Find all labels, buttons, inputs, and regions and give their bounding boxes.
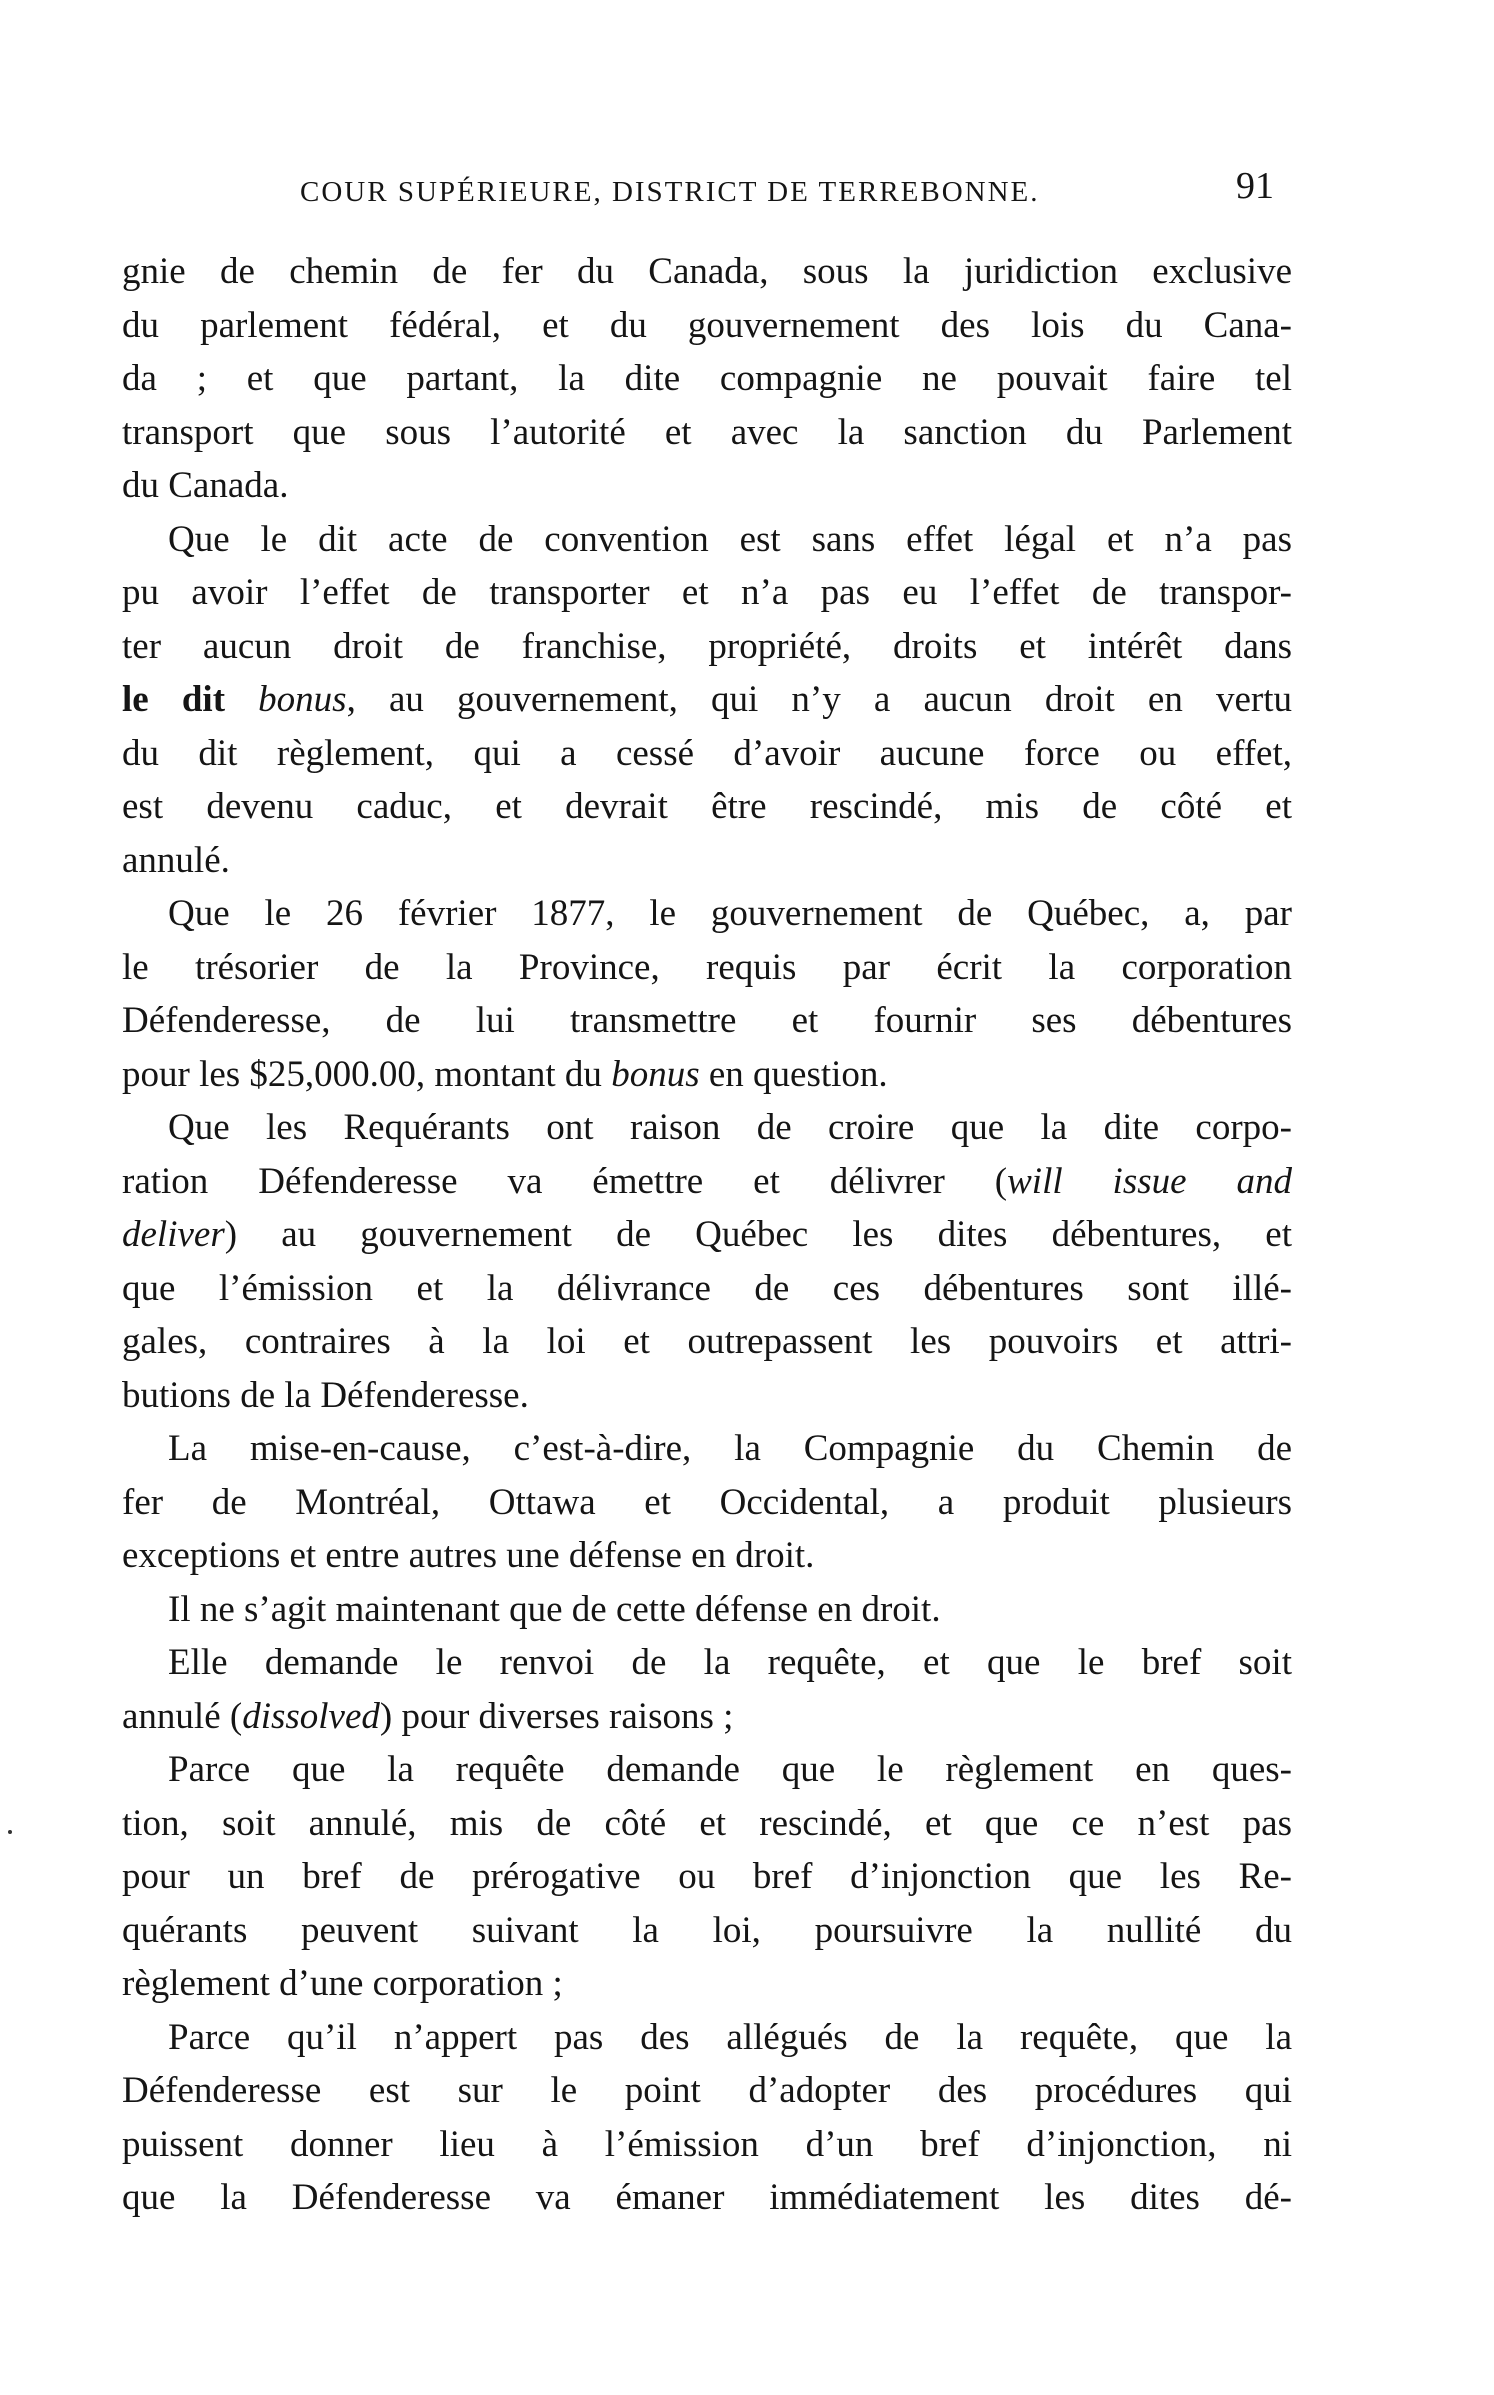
text-line: quérants peuvent suivant la loi, poursuivre la nullité du (122, 1909, 1292, 1951)
body-text (122, 245, 1292, 2225)
text-line: est devenu caduc, et devrait être rescindé, mis de côté et (122, 786, 1292, 827)
text-run: ) au gouvernement de Québec les dites débentures, et (224, 1214, 1292, 1255)
page-number: 91 (1236, 165, 1274, 207)
text-run: ration Défenderesse va émettre et délivrer ( (122, 1160, 1008, 1202)
text-line: da ; et que partant, la dite compagnie ne pouvait faire tel (122, 358, 1292, 399)
text-line (122, 673, 1292, 727)
running-head: COUR SUPÉRIEURE, DISTRICT DE TERREBONNE. (300, 176, 1040, 208)
text-line: le trésorier de la Province, requis par écrit la corporation (122, 946, 1292, 988)
text-run: deliver (122, 1214, 225, 1255)
text-line: Parce que la requête demande que le règlement en ques- (168, 1749, 1292, 1790)
text-line: Que les Requérants ont raison de croire que la dite corpo- (168, 1107, 1292, 1148)
text-line: Il ne s’agit maintenant que de cette défense en droit. (168, 1588, 941, 1630)
text-line: fer de Montréal, Ottawa et Occidental, a produit plusieurs (122, 1481, 1292, 1523)
text-line: Défenderesse, de lui transmettre et fournir ses débentures (122, 1000, 1292, 1041)
text-line: que l’émission et la délivrance de ces débentures sont illé- (122, 1267, 1292, 1309)
text-line (122, 1690, 1292, 1744)
text-run: pour les $25,000.00, montant du (122, 1053, 612, 1095)
text-run: will issue and (1007, 1160, 1292, 1202)
text-run: le dit (122, 679, 259, 720)
text-line (122, 1155, 1292, 1209)
text-line: ter aucun droit de franchise, propriété, droits et intérêt dans (122, 625, 1292, 667)
text-line: pu avoir l’effet de transporter et n’a pas eu l’effet de transpor- (122, 572, 1292, 613)
text-line: Que le 26 février 1877, le gouvernement de Québec, a, par (168, 893, 1292, 934)
text-line: règlement d’une corporation ; (122, 1963, 563, 2004)
text-line: pour un bref de prérogative ou bref d’injonction que les Re- (122, 1856, 1292, 1897)
text-line: que la Défenderesse va émaner immédiatement les dites dé- (122, 2177, 1292, 2218)
text-run: , au gouvernement, qui n’y a aucun droit en vertu (346, 679, 1293, 720)
text-line (122, 1208, 1292, 1262)
text-run: ) pour diverses raisons ; (379, 1695, 734, 1737)
text-line: La mise-en-cause, c’est-à-dire, la Compagnie du Chemin de (168, 1428, 1292, 1469)
text-line: du Canada. (122, 465, 289, 506)
text-line (122, 1048, 1292, 1102)
text-line: gnie de chemin de fer du Canada, sous la juridiction exclusive (122, 251, 1292, 292)
text-line: butions de la Défenderesse. (122, 1374, 529, 1416)
text-line: Parce qu’il n’appert pas des allégués de la requête, que la (168, 2016, 1292, 2058)
text-line: exceptions et entre autres une défense en droit. (122, 1535, 815, 1576)
text-line: Que le dit acte de convention est sans effet légal et n’a pas (168, 518, 1292, 560)
text-run: en question. (699, 1053, 888, 1095)
stray-ink-dot (8, 1830, 12, 1834)
text-line: Elle demande le renvoi de la requête, et que le bref soit (168, 1642, 1292, 1683)
text-line: du dit règlement, qui a cessé d’avoir aucune force ou effet, (122, 732, 1292, 774)
text-line: puissent donner lieu à l’émission d’un bref d’injonction, ni (122, 2123, 1292, 2165)
text-line: transport que sous l’autorité et avec la sanction du Parlement (122, 411, 1292, 453)
text-line: tion, soit annulé, mis de côté et rescindé, et que ce n’est pas (122, 1802, 1292, 1844)
text-run: dissolved (242, 1695, 380, 1737)
text-line: annulé. (122, 839, 230, 881)
text-line: Défenderesse est sur le point d’adopter des procédures qui (122, 2070, 1292, 2111)
text-run: bonus (258, 679, 347, 720)
text-run: annulé ( (122, 1695, 243, 1737)
text-line: gales, contraires à la loi et outrepassent les pouvoirs et attri- (122, 1321, 1292, 1362)
text-run: bonus (611, 1053, 700, 1095)
text-line: du parlement fédéral, et du gouvernement des lois du Cana- (122, 304, 1292, 346)
